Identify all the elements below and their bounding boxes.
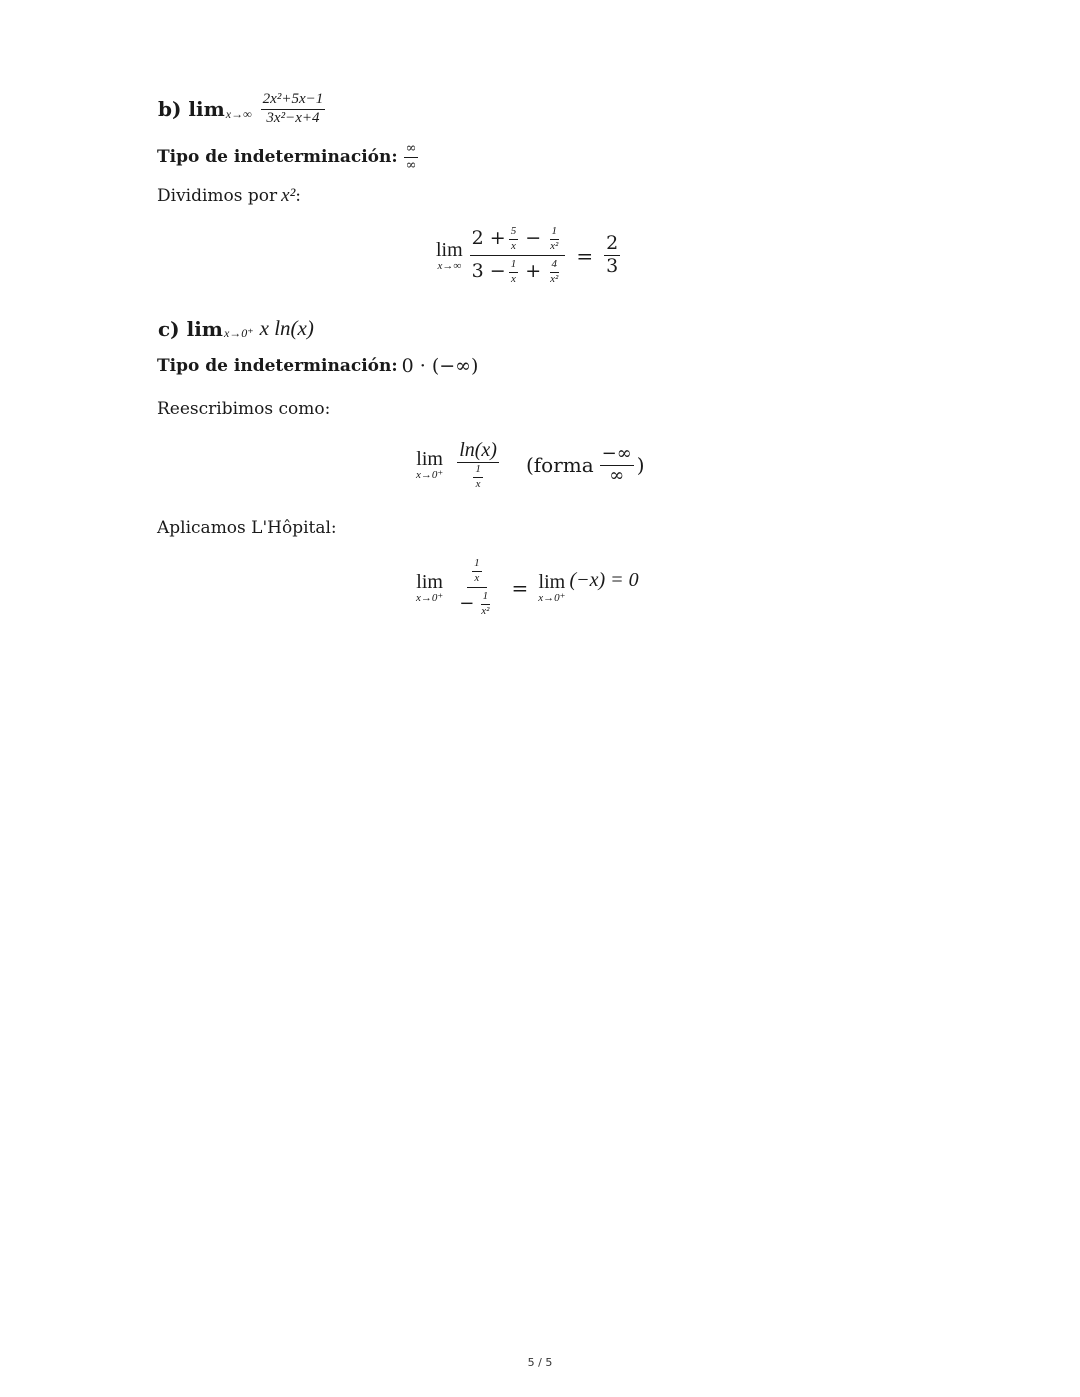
- section-c-limit-subscript: x→0⁺: [223, 326, 254, 340]
- section-c-lhopital-den-frac-num: 1: [481, 591, 491, 605]
- section-c-rewrite-lim: lim: [416, 448, 443, 470]
- page-number: 5 / 5: [527, 1356, 553, 1369]
- section-c-expression: x ln(x): [259, 316, 314, 340]
- section-c-form-label: (forma: [525, 453, 594, 478]
- section-c-indetermination-label: Tipo de indeterminación:: [157, 356, 398, 376]
- section-c-lhopital-lim2-sub: x→0⁺: [538, 591, 566, 604]
- section-c-rewrite-den: [468, 463, 488, 490]
- section-c-lhopital-num: [467, 558, 487, 588]
- section-b-indetermination-fraction: [404, 142, 419, 172]
- section-c-rewrite-fraction: [457, 440, 499, 490]
- section-b-fraction: [261, 92, 326, 127]
- section-b-display-equals: =: [576, 243, 594, 268]
- section-b-divide-line: [157, 185, 301, 207]
- section-c-lhopital-num-frac-num: 1: [472, 558, 482, 572]
- section-b-result-fraction: [604, 234, 620, 277]
- section-b-indetermination: [157, 142, 421, 172]
- section-c-indetermination: [157, 355, 478, 377]
- section-b-result-den: 3: [606, 255, 619, 278]
- section-b-display-equation: [436, 226, 623, 285]
- section-b-display-lim: lim: [436, 238, 463, 261]
- section-c-lhopital-fraction: [457, 558, 496, 617]
- section-c-rewrite-den-den: x: [475, 477, 481, 490]
- section-b-den-frac1: [509, 259, 519, 285]
- section-b-den-frac2: [548, 259, 560, 285]
- section-c-rewrite-equation: [416, 440, 645, 490]
- section-c-form-fraction: [600, 442, 634, 486]
- section-c-lhopital-lim2: lim: [538, 570, 566, 593]
- section-b-divide-text: Dividimos por: [157, 186, 278, 206]
- section-c-rewrite-limit: [416, 449, 443, 481]
- section-c-indetermination-value: 0 · (−∞): [401, 355, 479, 377]
- section-b-display-denominator: [470, 256, 566, 285]
- section-b-den-frac1-den: x: [511, 272, 516, 285]
- section-b-indetermination-num: ∞: [405, 141, 417, 156]
- section-c-lhopital-limit: [416, 572, 443, 604]
- section-b-den-plus: +: [525, 260, 542, 283]
- section-b-num-frac2: [548, 226, 560, 252]
- section-c-lhopital-equals: =: [511, 575, 529, 600]
- section-c-lhopital-lim: lim: [416, 570, 443, 593]
- section-b-num-frac1: [509, 226, 519, 252]
- section-b-num-frac2-num: 1: [550, 226, 560, 240]
- section-b-num-minus: −: [525, 227, 542, 250]
- section-c-lhopital-den-frac-den: x²: [481, 604, 490, 617]
- section-b-den-frac2-num: 4: [550, 259, 560, 273]
- section-c-title: c) lim: [158, 316, 223, 341]
- section-b-divide-colon: :: [295, 186, 302, 206]
- section-c-rewrite-den-num: 1: [473, 464, 483, 478]
- section-c-form-den: ∞: [609, 464, 625, 486]
- section-b-heading: [158, 92, 328, 127]
- section-b-title: b) lim: [158, 97, 225, 122]
- section-b-den-head: 3 −: [471, 260, 506, 283]
- section-b-display-fraction: [470, 226, 566, 285]
- section-c-form-close: ): [636, 453, 645, 478]
- section-c-lhopital-den-sign: −: [459, 592, 475, 614]
- section-b-num-frac1-den: x: [511, 239, 516, 252]
- section-b-display-limit: [436, 240, 463, 272]
- section-c-lhopital-den-frac: [479, 591, 491, 617]
- section-b-den-frac2-den: x²: [550, 272, 559, 285]
- section-b-denominator: 3x²−x+4: [266, 109, 320, 126]
- section-b-num-frac1-num: 5: [509, 226, 519, 240]
- section-c-rewrite-text: Reescribimos como:: [157, 399, 331, 419]
- section-c-lhopital-num-frac-den: x: [474, 571, 480, 584]
- section-c-lhopital-den: [457, 588, 496, 617]
- section-b-indetermination-label: Tipo de indeterminación:: [157, 147, 398, 168]
- section-c-heading: [158, 316, 314, 341]
- section-c-rewrite-lim-sub: x→0⁺: [416, 469, 444, 481]
- section-b-result-num: 2: [606, 232, 619, 255]
- section-c-lhopital-result: (−x) = 0: [569, 569, 639, 592]
- section-c-lhopital-num-frac: [472, 558, 482, 584]
- section-b-indetermination-den: ∞: [405, 157, 417, 173]
- section-b-limit-subscript: x→∞: [225, 106, 252, 121]
- section-b-numerator: 2x²+5x−1: [261, 92, 326, 110]
- section-c-rewrite-num: ln(x): [459, 439, 497, 461]
- section-b-den-frac1-num: 1: [509, 259, 519, 273]
- section-c-lhopital-text: Aplicamos L'Hôpital:: [157, 518, 337, 538]
- section-c-lhopital-limit2: [538, 572, 565, 604]
- section-c-lhopital-lim-sub: x→0⁺: [416, 591, 444, 604]
- section-b-divide-power: x²: [281, 185, 296, 206]
- section-b-display-numerator: [470, 226, 566, 256]
- section-c-rewrite-den-frac: [473, 464, 483, 490]
- section-b-display-lim-sub: x→∞: [437, 259, 462, 272]
- section-b-num-frac2-den: x²: [550, 239, 559, 252]
- section-c-form-num: −∞: [601, 442, 632, 464]
- section-c-lhopital-equation: [416, 558, 639, 617]
- section-b-num-head: 2 +: [471, 227, 506, 250]
